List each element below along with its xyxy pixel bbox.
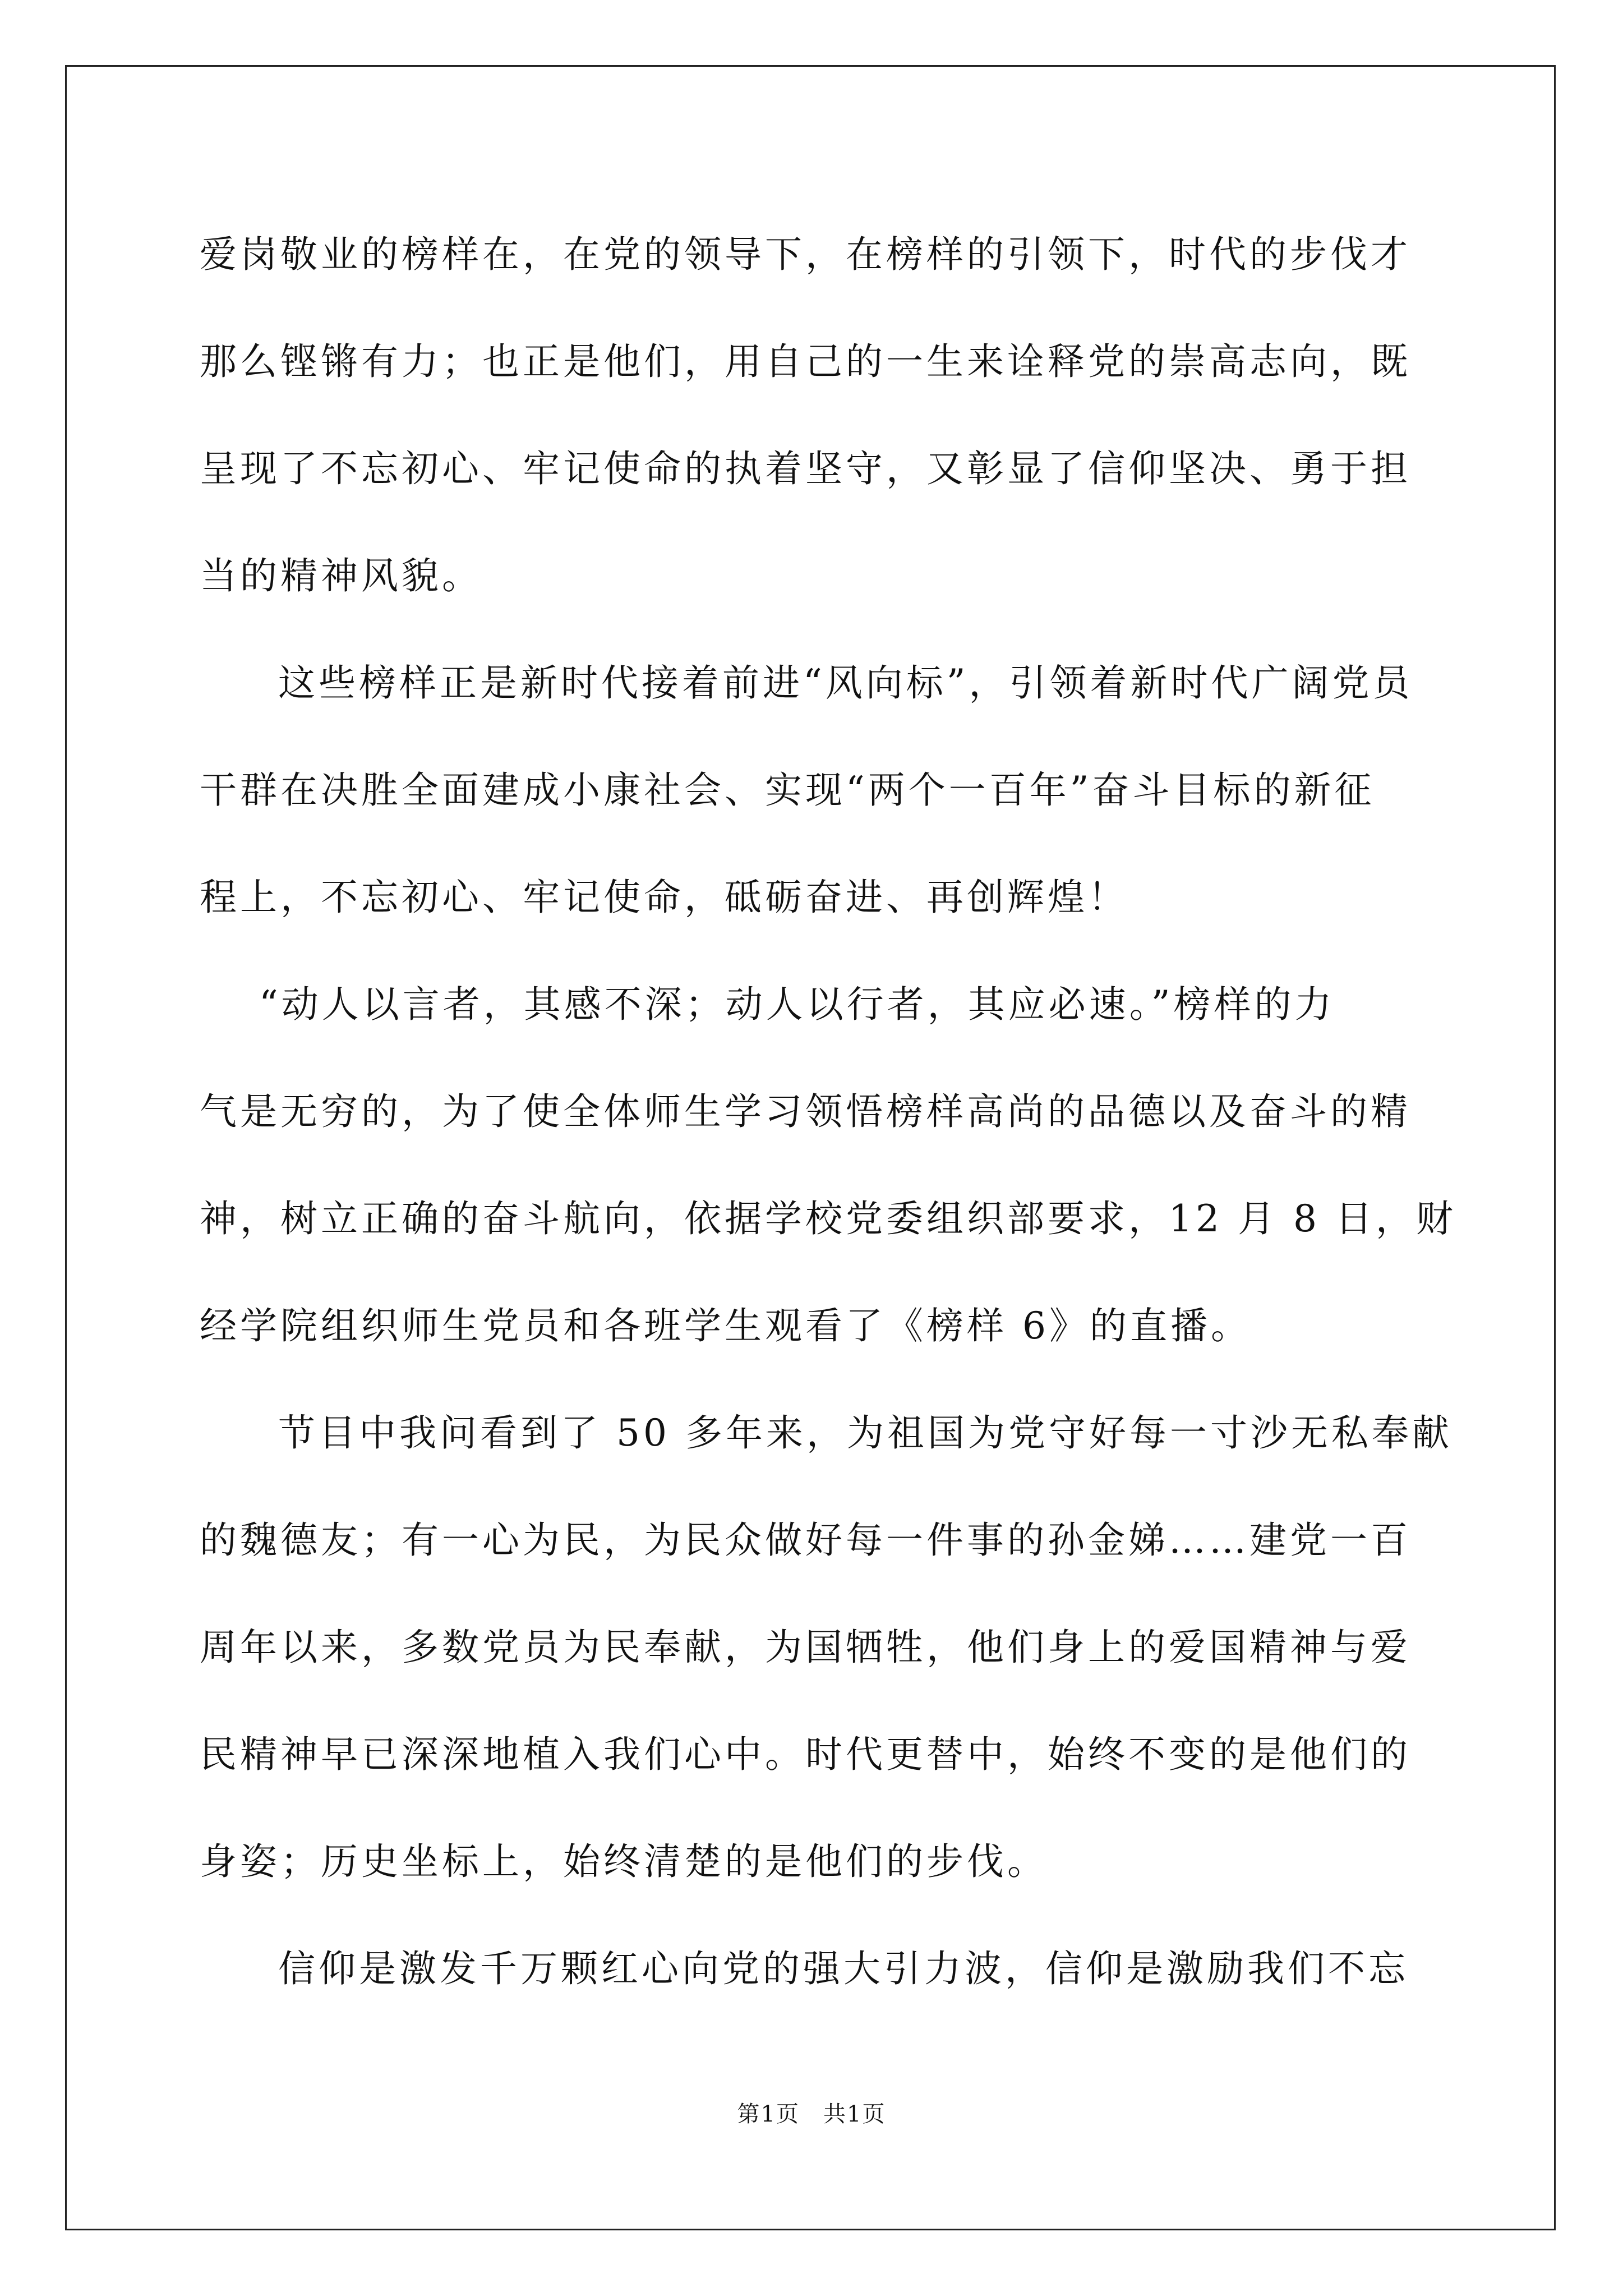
text-line: 神，树立正确的奋斗航向，依据学校党委组织部要求，12 月 8 日，财 — [200, 1197, 1456, 1240]
text-line: 信仰是激发千万颗红心向党的强大引力波，信仰是激励我们不忘 — [278, 1947, 1409, 1990]
page-footer: 第1页 共1页 — [737, 2101, 886, 2127]
text-line: 爱岗敬业的榜样在，在党的领导下，在榜样的引领下，时代的步伐才 — [200, 233, 1411, 276]
text-line: 民精神早已深深地植入我们心中。时代更替中，始终不变的是他们的 — [200, 1733, 1411, 1776]
text-line: 当的精神风貌。 — [200, 554, 482, 597]
text-line: 身姿；历史坐标上，始终清楚的是他们的步伐。 — [200, 1840, 1048, 1883]
text-line: 气是无穷的，为了使全体师生学习领悟榜样高尚的品德以及奋斗的精 — [200, 1090, 1411, 1133]
text-line: 程上，不忘初心、牢记使命，砥砺奋进、再创辉煌！ — [200, 876, 1128, 919]
text-line: 的魏德友；有一心为民，为民众做好每一件事的孙金娣……建党一百 — [200, 1519, 1411, 1562]
text-line: 干群在决胜全面建成小康社会、实现“两个一百年”奋斗目标的新征 — [200, 769, 1375, 812]
paragraph — [200, 951, 1456, 1379]
text-line: 经学院组织师生党员和各班学生观看了《榜样 6》的直播。 — [200, 1304, 1251, 1347]
paragraph — [200, 1915, 1428, 2022]
text-line: 周年以来，多数党员为民奉献，为国牺牲，他们身上的爱国精神与爱 — [200, 1626, 1411, 1669]
text-line: 节目中我问看到了 50 多年来，为祖国为党守好每一寸沙无私奉献 — [278, 1411, 1453, 1455]
document-body — [200, 201, 1456, 2022]
text-line: “动人以言者，其感不深；动人以行者，其应必速。”榜样的力 — [259, 983, 1335, 1026]
paragraph — [200, 629, 1428, 951]
text-line: 这些榜样正是新时代接着前进“风向标”，引领着新时代广阔党员 — [278, 661, 1413, 705]
paragraph — [200, 1379, 1453, 1915]
text-line: 那么铿锵有力；也正是他们，用自己的一生来诠释党的崇高志向，既 — [200, 340, 1411, 383]
paragraph — [200, 201, 1428, 629]
text-line: 呈现了不忘初心、牢记使命的执着坚守，又彰显了信仰坚决、勇于担 — [200, 447, 1411, 490]
